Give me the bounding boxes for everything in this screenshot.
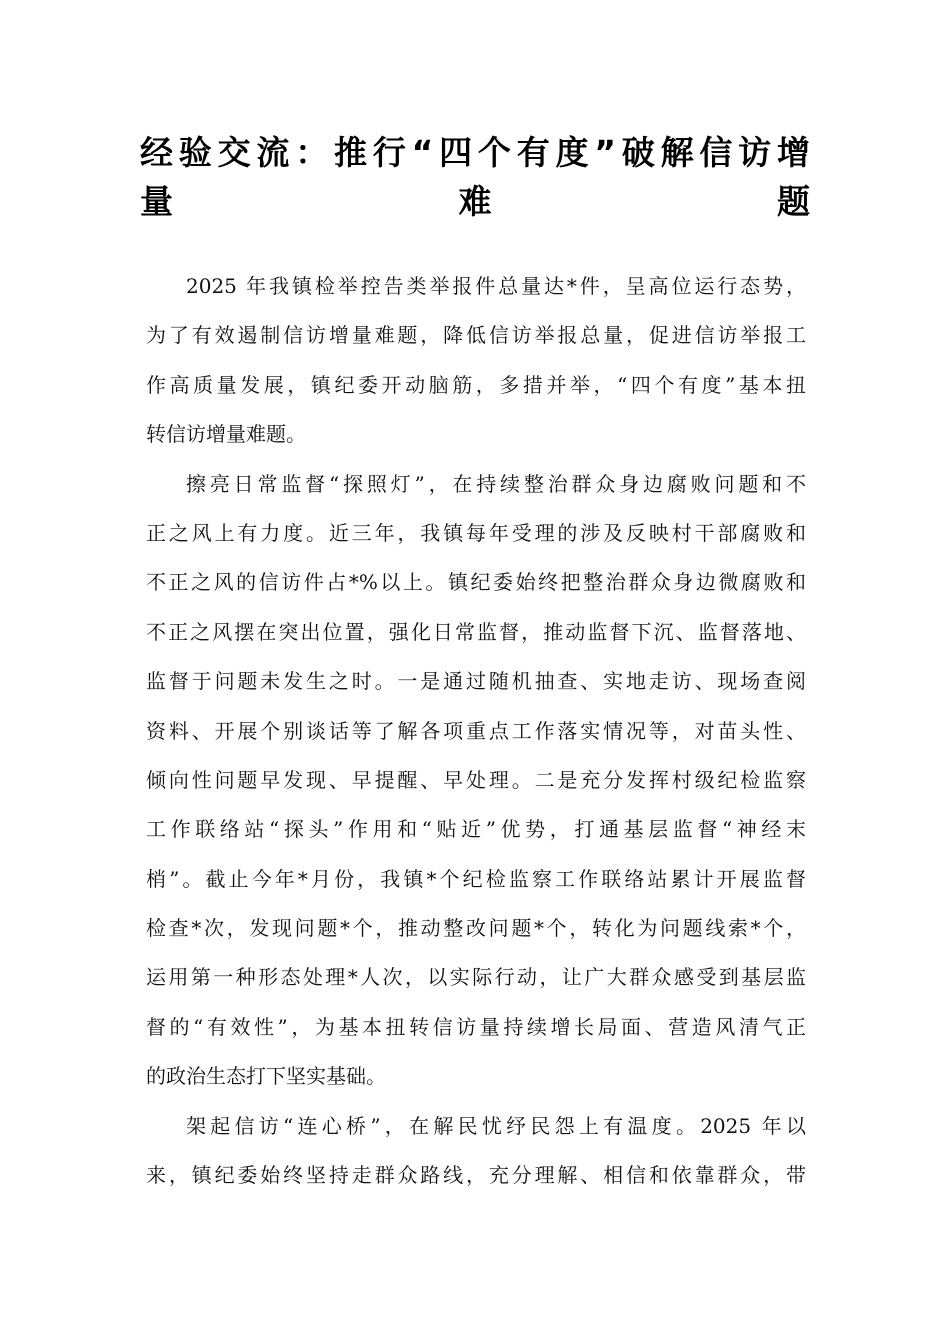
- paragraph-line: 擦亮日常监督“探照灯”，在持续整治群众身边腐败问题和不: [186, 471, 806, 496]
- paragraph-line: 2025 年我镇检举控告类举报件总量达*件，呈高位运行态势，: [186, 274, 806, 298]
- paragraph-2: [146, 460, 806, 1102]
- document-title: [140, 128, 810, 227]
- paragraph-line: 工作联络站“探头”作用和“贴近”优势，打通基层监督“神经末: [146, 817, 806, 842]
- paragraph-line: 架起信访“连心桥”，在解民忧纾民怨上有温度。2025 年以: [186, 1113, 806, 1138]
- paragraph-3: [146, 1102, 806, 1201]
- paragraph-line: 梢”。截止今年*月份，我镇*个纪检监察工作联络站累计开展监督: [146, 866, 806, 891]
- document-body: [146, 262, 806, 1200]
- paragraph-line: 转信访增量难题。: [146, 422, 306, 447]
- paragraph-line: 资料、开展个别谈话等了解各项重点工作落实情况等，对苗头性、: [146, 718, 806, 743]
- paragraph-line: 作高质量发展，镇纪委开动脑筋，多措并举，“四个有度”基本扭: [146, 372, 806, 397]
- paragraph-line: 正之风上有力度。近三年，我镇每年受理的涉及反映村干部腐败和: [146, 520, 806, 545]
- paragraph-1: [146, 262, 806, 460]
- paragraph-line: 倾向性问题早发现、早提醒、早处理。二是充分发挥村级纪检监察: [146, 767, 806, 792]
- paragraph-line: 不正之风的信访件占*%以上。镇纪委始终把整治群众身边微腐败和: [146, 570, 806, 595]
- paragraph-line: 监督于问题未发生之时。一是通过随机抽查、实地走访、现场查阅: [146, 669, 806, 694]
- paragraph-line: 为了有效遏制信访增量难题，降低信访举报总量，促进信访举报工: [146, 323, 806, 348]
- title-line: 经验交流：推行“四个有度”破解信访增: [140, 133, 810, 172]
- paragraph-line: 督的“有效性”，为基本扭转信访量持续增长局面、营造风清气正: [146, 1014, 806, 1039]
- paragraph-line: 来，镇纪委始终坚持走群众路线，充分理解、相信和依靠群众，带: [146, 1163, 806, 1188]
- paragraph-line: 的政治生态打下坚实基础。: [146, 1064, 386, 1089]
- title-line: 量难题: [140, 182, 810, 222]
- paragraph-line: 不正之风摆在突出位置，强化日常监督，推动监督下沉、监督落地、: [146, 619, 806, 644]
- paragraph-line: 运用第一种形态处理*人次，以实际行动，让广大群众感受到基层监: [146, 965, 806, 990]
- paragraph-line: 检查*次，发现问题*个，推动整改问题*个，转化为问题线索*个，: [146, 916, 806, 941]
